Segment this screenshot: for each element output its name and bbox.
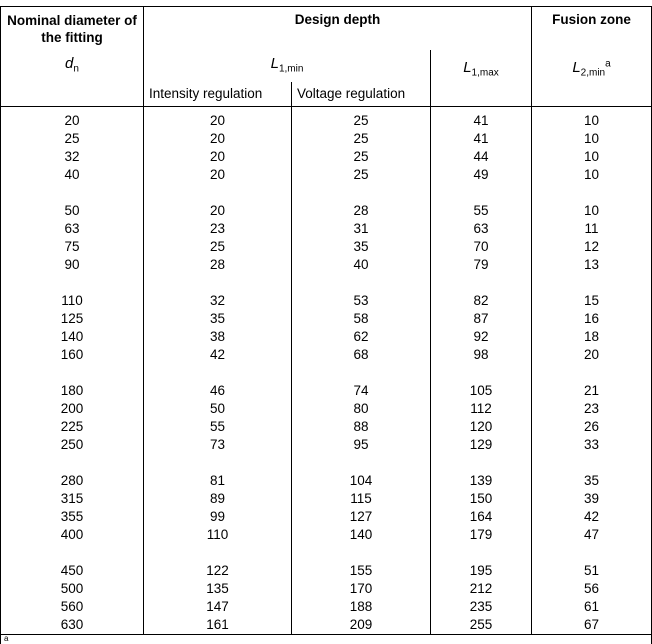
cell-voltage: 188 xyxy=(349,599,373,614)
cell-intensity: 89 xyxy=(209,491,226,506)
cell-l1max: 120 xyxy=(469,419,493,434)
cell-l1max: 41 xyxy=(473,131,489,146)
table-row xyxy=(0,598,652,616)
cell-voltage: 127 xyxy=(349,509,373,524)
cell-l2min: 51 xyxy=(583,563,600,578)
cell-dn: 32 xyxy=(64,149,80,164)
cell-dn: 560 xyxy=(60,599,84,614)
cell-l2min: 39 xyxy=(583,491,600,506)
cell-l1max: 195 xyxy=(469,563,493,578)
cell-dn: 180 xyxy=(60,383,84,398)
cell-voltage: 25 xyxy=(353,113,369,128)
table-row xyxy=(0,508,652,526)
cell-dn: 110 xyxy=(61,293,83,308)
cell-l2min: 16 xyxy=(583,311,600,326)
cell-voltage: 88 xyxy=(353,419,369,434)
cell-dn: 160 xyxy=(60,347,84,362)
cell-voltage: 53 xyxy=(353,293,369,308)
cell-voltage: 209 xyxy=(349,617,373,632)
cell-l2min: 10 xyxy=(583,113,600,128)
cell-voltage: 25 xyxy=(353,131,369,146)
cell-dn: 25 xyxy=(64,131,80,146)
cell-voltage: 25 xyxy=(353,167,369,182)
cell-l2min: 10 xyxy=(583,131,600,146)
cell-l2min: 42 xyxy=(583,509,600,524)
table-row xyxy=(0,202,652,220)
cell-intensity: 38 xyxy=(209,329,226,344)
cell-dn: 20 xyxy=(64,113,80,128)
cell-intensity: 28 xyxy=(209,257,226,272)
cell-intensity: 46 xyxy=(209,383,226,398)
cell-voltage: 35 xyxy=(353,239,369,254)
table-row xyxy=(0,562,652,580)
cell-l1max: 87 xyxy=(473,311,489,326)
cell-l1max: 255 xyxy=(469,617,493,632)
table-row xyxy=(0,148,652,166)
cell-dn: 630 xyxy=(60,617,84,632)
nominal-diameter-header: Nominal diameter of the fitting xyxy=(7,13,137,45)
cell-intensity: 20 xyxy=(209,167,226,182)
table-row xyxy=(0,580,652,598)
cell-voltage: 170 xyxy=(349,581,373,596)
footnote-marker: a xyxy=(4,634,9,643)
cell-l1max: 41 xyxy=(473,113,489,128)
cell-l2min: 56 xyxy=(583,581,600,596)
cell-l2min: 21 xyxy=(583,383,600,398)
cell-dn: 125 xyxy=(60,311,84,326)
cell-intensity: 20 xyxy=(209,113,226,128)
cell-intensity: 147 xyxy=(206,599,229,614)
cell-l1max: 105 xyxy=(469,383,493,398)
cell-l2min: 35 xyxy=(583,473,600,488)
cell-l1max: 92 xyxy=(473,329,489,344)
table-row xyxy=(0,382,652,400)
cell-dn: 250 xyxy=(60,437,84,452)
cell-l1max: 98 xyxy=(473,347,489,362)
cell-intensity: 42 xyxy=(209,347,226,362)
cell-l1max: 44 xyxy=(473,149,489,164)
cell-voltage: 104 xyxy=(349,473,373,488)
table-row xyxy=(0,346,652,364)
cell-intensity: 32 xyxy=(209,293,226,308)
cell-l2min: 12 xyxy=(583,239,600,254)
cell-l1max: 212 xyxy=(469,581,493,596)
table-row xyxy=(0,328,652,346)
cell-intensity: 110 xyxy=(206,527,229,542)
cell-voltage: 58 xyxy=(353,311,369,326)
table-row xyxy=(0,310,652,328)
table-row xyxy=(0,292,652,310)
cell-voltage: 40 xyxy=(353,257,369,272)
cell-voltage: 62 xyxy=(353,329,369,344)
cell-voltage: 80 xyxy=(353,401,369,416)
dn-symbol: $d_n$ xyxy=(65,55,79,75)
cell-dn: 450 xyxy=(60,563,84,578)
table-row xyxy=(0,616,652,634)
table-row xyxy=(0,112,652,130)
table-row xyxy=(0,490,652,508)
cell-l1max: 55 xyxy=(473,203,489,218)
cell-dn: 500 xyxy=(60,581,84,596)
cell-l1max: 150 xyxy=(469,491,493,506)
cell-dn: 40 xyxy=(64,167,80,182)
cell-intensity: 20 xyxy=(209,203,226,218)
cell-l1max: 82 xyxy=(473,293,489,308)
cell-dn: 280 xyxy=(60,473,84,488)
cell-dn: 400 xyxy=(60,527,84,542)
cell-voltage: 140 xyxy=(349,527,373,542)
table-row xyxy=(0,418,652,436)
fusion-zone-header: Fusion zone xyxy=(552,12,631,27)
cell-intensity: 161 xyxy=(206,617,229,632)
cell-l2min: 47 xyxy=(583,527,600,542)
cell-l2min: 11 xyxy=(584,221,599,236)
cell-intensity: 35 xyxy=(209,311,226,326)
cell-voltage: 95 xyxy=(353,437,369,452)
cell-voltage: 31 xyxy=(353,221,369,236)
table-row xyxy=(0,400,652,418)
design-depth-header: Design depth xyxy=(294,12,381,27)
cell-l2min: 10 xyxy=(583,167,600,182)
cell-dn: 75 xyxy=(64,239,80,254)
cell-l2min: 61 xyxy=(583,599,600,614)
cell-l2min: 67 xyxy=(583,617,600,632)
cell-dn: 355 xyxy=(60,509,84,524)
cell-l2min: 23 xyxy=(583,401,600,416)
cell-intensity: 55 xyxy=(209,419,226,434)
cell-l1max: 63 xyxy=(473,221,489,236)
cell-l2min: 33 xyxy=(583,437,600,452)
table-row xyxy=(0,166,652,184)
cell-l2min: 13 xyxy=(583,257,600,272)
cell-l2min: 20 xyxy=(583,347,600,362)
cell-dn: 140 xyxy=(60,329,84,344)
cell-voltage: 68 xyxy=(353,347,369,362)
cell-l1max: 49 xyxy=(473,167,489,182)
table-row xyxy=(0,238,652,256)
cell-l1max: 179 xyxy=(469,527,493,542)
cell-l2min: 18 xyxy=(583,329,600,344)
cell-l2min: 15 xyxy=(583,293,600,308)
cell-intensity: 23 xyxy=(209,221,226,236)
cell-voltage: 155 xyxy=(349,563,373,578)
voltage-regulation-header: Voltage regulation xyxy=(297,86,406,101)
cell-l2min: 10 xyxy=(583,203,600,218)
cell-intensity: 25 xyxy=(209,239,226,254)
cell-voltage: 115 xyxy=(350,491,372,506)
l2min-symbol: $L_{2,min}^a$ xyxy=(572,58,611,79)
cell-intensity: 20 xyxy=(209,149,226,164)
table-top-border xyxy=(0,6,652,7)
cell-l1max: 139 xyxy=(469,473,493,488)
table-row xyxy=(0,526,652,544)
cell-intensity: 135 xyxy=(206,581,229,596)
intensity-regulation-header: Intensity regulation xyxy=(149,86,263,101)
cell-voltage: 28 xyxy=(353,203,369,218)
header-bottom-border xyxy=(0,106,652,107)
l1max-symbol: $L_{1,max}$ xyxy=(463,59,499,79)
cell-l1max: 112 xyxy=(470,401,492,416)
cell-dn: 315 xyxy=(60,491,84,506)
l1min-symbol: $L_{1,min}$ xyxy=(270,55,304,75)
cell-l1max: 235 xyxy=(469,599,493,614)
cell-intensity: 122 xyxy=(206,563,229,578)
table-row xyxy=(0,220,652,238)
table-row xyxy=(0,436,652,454)
table-row xyxy=(0,130,652,148)
cell-intensity: 99 xyxy=(209,509,226,524)
cell-dn: 225 xyxy=(60,419,84,434)
cell-dn: 63 xyxy=(64,221,80,236)
cell-dn: 90 xyxy=(64,257,80,272)
cell-intensity: 20 xyxy=(209,131,226,146)
cell-intensity: 81 xyxy=(209,473,226,488)
cell-l1max: 70 xyxy=(473,239,489,254)
cell-voltage: 25 xyxy=(353,149,369,164)
cell-intensity: 73 xyxy=(209,437,226,452)
table-row xyxy=(0,472,652,490)
cell-l1max: 129 xyxy=(469,437,493,452)
cell-l2min: 26 xyxy=(583,419,600,434)
cell-dn: 200 xyxy=(60,401,84,416)
table-bottom-border xyxy=(0,634,652,635)
cell-l2min: 10 xyxy=(583,149,600,164)
cell-dn: 50 xyxy=(64,203,80,218)
table-row xyxy=(0,256,652,274)
cell-intensity: 50 xyxy=(209,401,226,416)
cell-l1max: 164 xyxy=(469,509,493,524)
cell-voltage: 74 xyxy=(353,383,369,398)
cell-l1max: 79 xyxy=(473,257,489,272)
